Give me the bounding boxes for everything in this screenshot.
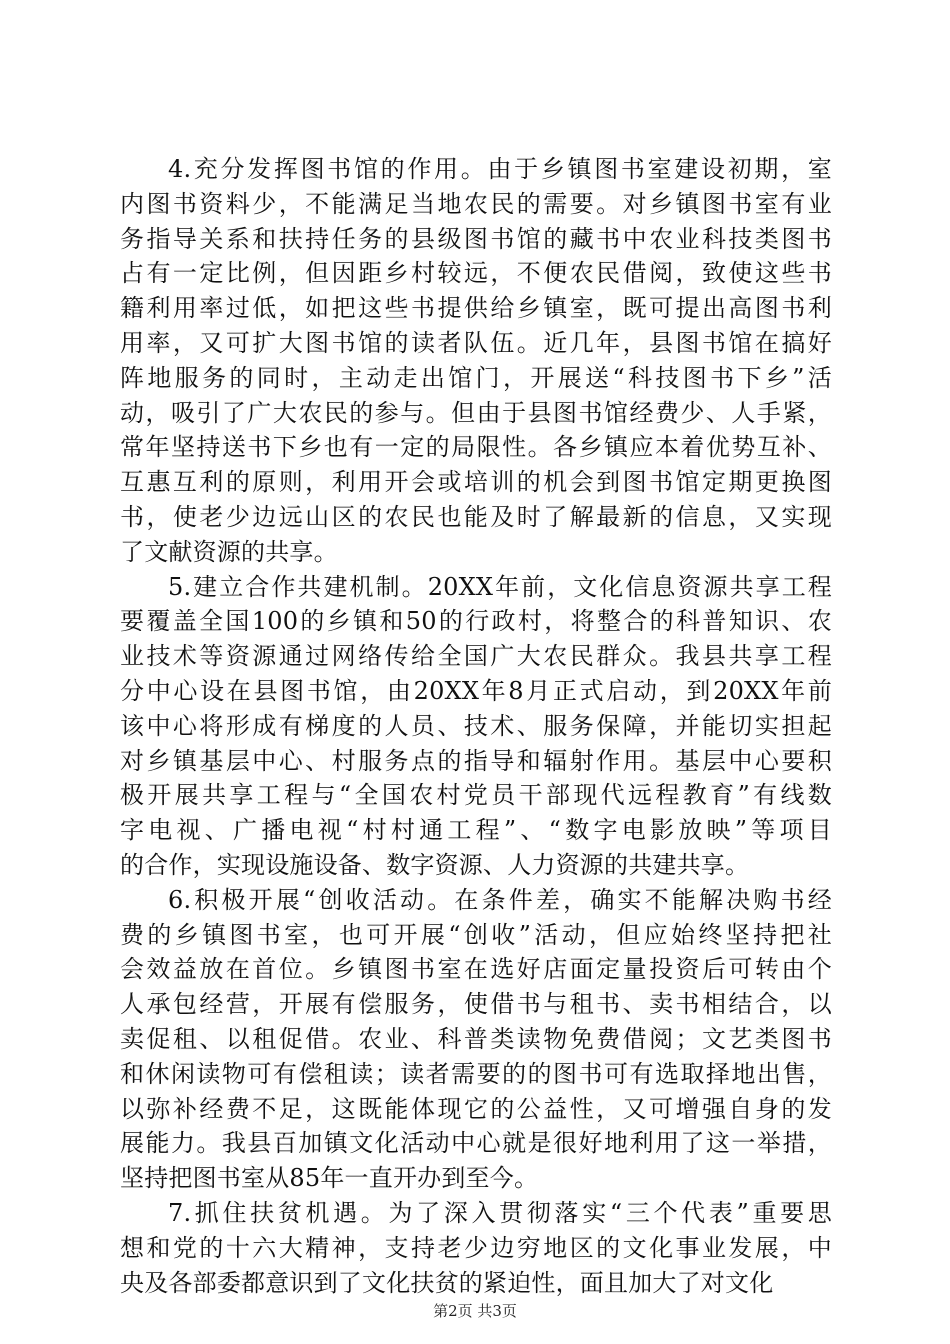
paragraph bbox=[120, 152, 832, 570]
page-number-label: 第2页 共3页 bbox=[433, 1302, 517, 1320]
document-body bbox=[120, 152, 832, 1300]
text-line: 央及各部委都意识到了文化扶贫的紧迫性，面且加大了对文化 bbox=[120, 1268, 774, 1297]
text-line: 分中心设在县图书馆，由20XX年8月正式启动，到20XX年前 bbox=[120, 676, 832, 705]
text-line: 4.充分发挥图书馆的作用。由于乡镇图书室建设初期，室 bbox=[168, 155, 832, 183]
text-line: 务指导关系和扶持任务的县级图书馆的藏书中农业科技类图书 bbox=[120, 224, 832, 253]
text-line: 展能力。我县百加镇文化活动中心就是很好地利用了这一举措， bbox=[120, 1129, 832, 1158]
text-line: 内图书资料少，不能满足当地农民的需要。对乡镇图书室有业 bbox=[120, 189, 832, 218]
text-line: 书，使老少边远山区的农民也能及时了解最新的信息，又实现 bbox=[120, 502, 832, 531]
text-line: 占有一定比例，但因距乡村较远，不便农民借阅，致使这些书 bbox=[120, 259, 832, 288]
paragraph bbox=[120, 570, 832, 883]
text-line: 的合作，实现设施设备、数字资源、人力资源的共建共享。 bbox=[120, 850, 750, 879]
text-line: 以弥补经费不足，这既能体现它的公益性，又可增强自身的发 bbox=[120, 1094, 832, 1123]
text-line: 坚持把图书室从85年一直开办到至今。 bbox=[120, 1164, 539, 1193]
text-line: 6.积极开展“创收活动。在条件差，确实不能解决购书经 bbox=[168, 885, 832, 914]
text-line: 卖促租、以租促借。农业、科普类读物免费借阅；文艺类图书 bbox=[120, 1024, 832, 1053]
text-line: 互惠互利的原则，利用开会或培训的机会到图书馆定期更换图 bbox=[120, 468, 832, 497]
text-line: 要覆盖全国100的乡镇和50的行政村，将整合的科普知识、农 bbox=[120, 607, 832, 636]
text-line: 人承包经营，开展有偿服务，使借书与租书、卖书相结合，以 bbox=[120, 990, 832, 1019]
text-line: 和休闲读物可有偿租读；读者需要的的图书可有选取择地出售， bbox=[120, 1059, 832, 1088]
text-line: 极开展共享工程与“全国农村党员干部现代远程教育”有线数 bbox=[120, 781, 832, 810]
text-line: 了文献资源的共享。 bbox=[120, 537, 338, 566]
text-line: 用率，又可扩大图书馆的读者队伍。近几年，县图书馆在搞好 bbox=[120, 328, 832, 357]
page-footer bbox=[0, 1300, 950, 1321]
text-line: 籍利用率过低，如把这些书提供给乡镇室，既可提出高图书利 bbox=[120, 294, 832, 323]
paragraph bbox=[120, 1196, 832, 1300]
text-line: 7.抓住扶贫机遇。为了深入贯彻落实“三个代表”重要思 bbox=[168, 1198, 832, 1227]
text-line: 字电视、广播电视“村村通工程”、“数字电影放映”等项目 bbox=[120, 816, 832, 845]
text-line: 业技术等资源通过网络传给全国广大农民群众。我县共享工程 bbox=[120, 642, 832, 671]
text-line: 对乡镇基层中心、村服务点的指导和辐射作用。基层中心要积 bbox=[120, 746, 832, 775]
paragraph bbox=[120, 883, 832, 1196]
text-line: 动，吸引了广大农民的参与。但由于县图书馆经费少、人手紧， bbox=[120, 398, 832, 427]
text-line: 想和党的十六大精神，支持老少边穷地区的文化事业发展，中 bbox=[120, 1233, 832, 1262]
text-line: 费的乡镇图书室，也可开展“创收”活动，但应始终坚持把社 bbox=[120, 920, 832, 949]
text-line: 5.建立合作共建机制。20XX年前，文化信息资源共享工程 bbox=[168, 572, 832, 601]
text-line: 阵地服务的同时，主动走出馆门，开展送“科技图书下乡”活 bbox=[120, 363, 832, 392]
text-line: 该中心将形成有梯度的人员、技术、服务保障，并能切实担起 bbox=[120, 711, 832, 740]
text-line: 常年坚持送书下乡也有一定的局限性。各乡镇应本着优势互补、 bbox=[120, 433, 832, 462]
text-line: 会效益放在首位。乡镇图书室在选好店面定量投资后可转由个 bbox=[120, 955, 832, 984]
